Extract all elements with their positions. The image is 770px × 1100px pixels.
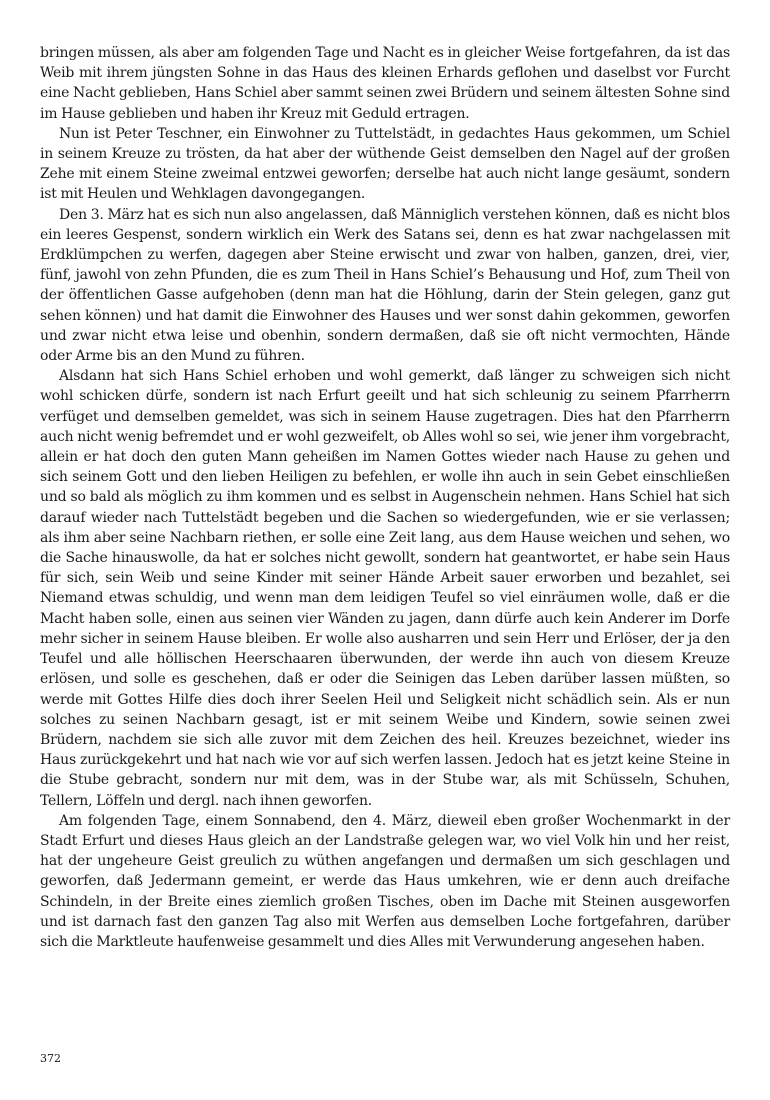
- paragraph-teschner: Nun ist Peter Teschner, ein Einwohner zu Tuttelstädt, in gedachtes Haus gekommen, um Schiel in seinem Kreuze zu trösten, da hat aber der wüthende Geist demselben den Nagel auf der großen Zehe mit einem Steine zweimal entzwei geworfen; derselbe hat auch nicht lange gesäumt, sondern ist mit Heulen und Wehklagen davongegangen.: [40, 125, 730, 203]
- page-number: 372: [40, 1052, 61, 1065]
- paragraph-continuation: bringen müssen, als aber am folgenden Tage und Nacht es in gleicher Weise fortgefahren, da ist das Weib mit ihrem jüngsten Sohne in das Haus des kleinen Erhards geflohen und daselbst vor Furcht eine Nacht geblieben, Hans Schiel aber sammt seinen zwei Brüdern und seinem ältesten Sohne sind im Hause geblieben und haben ihr Kreuz mit Geduld ertragen.: [40, 45, 730, 122]
- paragraph-march-4: Am folgenden Tage, einem Sonnabend, den 4. März, dieweil eben großer Wochenmarkt in der Stadt Erfurt und dieses Haus gleich an der Landstraße gelegen war, wo viel Volk hin und her reist, hat der ungeheure Geist greulich zu wüthen angefangen und dermaßen um sich geschlagen und geworfen, daß Jedermann gemeint, er werde das Haus umkehren, wie er denn auch dreifache Schindeln, in der Breite eines ziemlich großen Tisches, oben im Dache mit Steinen ausgeworfen und ist darnach fast den ganzen Tag also mit Werfen aus demselben Loche fortgefahren, darüber sich die Marktleute haufenweise gesammelt und dies Alles mit Verwunderung angesehen haben.: [40, 812, 730, 950]
- page-body: [40, 43, 730, 952]
- paragraph-march-3: Den 3. März hat es sich nun also angelassen, daß Männiglich verstehen können, daß es nicht blos ein leeres Gespenst, sondern wirklich ein Werk des Satans sei, denn es hat zwar nachgelassen mit Erdklümpchen zu werfen, dagegen aber Steine erwischt und zwar von halben, ganzen, drei, vier, fünf, jawohl von zehn Pfunden, die es zum Theil in Hans Schiel’s Behausung und Hof, zum Theil von der öffentlichen Gasse aufgehoben (denn man hat die Höhlung, darin der Stein gelegen, ganz gut sehen können) und hat damit die Einwohner des Hauses und wer sonst dahin gekommen, geworfen und zwar nicht etwa leise und obenhin, sondern dermaßen, daß sie oft nicht vermochten, Hände oder Arme bis an den Mund zu führen.: [40, 206, 730, 365]
- paragraph-schiel-erfurt: Alsdann hat sich Hans Schiel erhoben und wohl gemerkt, daß länger zu schweigen sich nicht wohl schicken dürfe, sondern ist nach Erfurt geeilt und hat sich schleunig zu seinem Pfarrherrn verfüget und demselben gemeldet, was sich in seinem Hause zugetragen. Dies hat den Pfarrherrn auch nicht wenig befremdet und er wohl gezweifelt, ob Alles wohl so sei, wie jener ihm vorgebracht, allein er hat doch den guten Mann geheißen im Namen Gottes wieder nach Hause zu gehen und sich seinem Gott und den lieben Heiligen zu befehlen, er wolle ihn auch in sein Gebet einschließen und so bald als möglich zu ihm kommen und es selbst in Augenschein nehmen. Hans Schiel hat sich darauf wieder nach Tuttelstädt begeben und die Sachen so wiedergefunden, wie er sie verlassen; als ihm aber seine Nachbarn riethen, er solle eine Zeit lang, aus dem Hause weichen und sehen, wo die Sache hinauswolle, da hat er solches nicht gewollt, sondern hat geantwortet, er habe sein Haus für sich, sein Weib und seine Kinder mit seiner Hände Arbeit sauer erworben und bezahlet, sei Niemand etwas schuldig, und wenn man dem leidigen Teufel so viel einräumen wolle, daß er die Macht haben solle, einen aus seinen vier Wänden zu jagen, dann dürfe auch kein Anderer im Dorfe mehr sicher in seinem Hause bleiben. Er wolle also ausharren und sein Herr und Erlöser, der ja den Teufel und alle höllischen Heerschaaren überwunden, der werde ihn auch von diesem Kreuze erlösen, und solle es geschehen, daß er oder die Seinigen das Leben darüber lassen müßten, so werde mit Gottes Hilfe dies doch ihrer Seelen Heil und Seligkeit nicht schädlich sein. Als er nun solches zu seinen Nachbarn gesagt, ist er mit seinem Weibe und Kindern, sowie seinen zwei Brüdern, nachdem sie sich alle zuvor mit dem Zeichen des heil. Kreuzes bezeichnet, wieder ins Haus zurückgekehrt und hat nach wie vor auf sich werfen lassen. Jedoch hat es jetzt keine Steine in die Stube gebracht, sondern nur mit dem, was in der Stube war, als mit Schüsseln, Schuhen, Tellern, Löffeln und dergl. nach ihnen geworfen.: [40, 368, 730, 809]
